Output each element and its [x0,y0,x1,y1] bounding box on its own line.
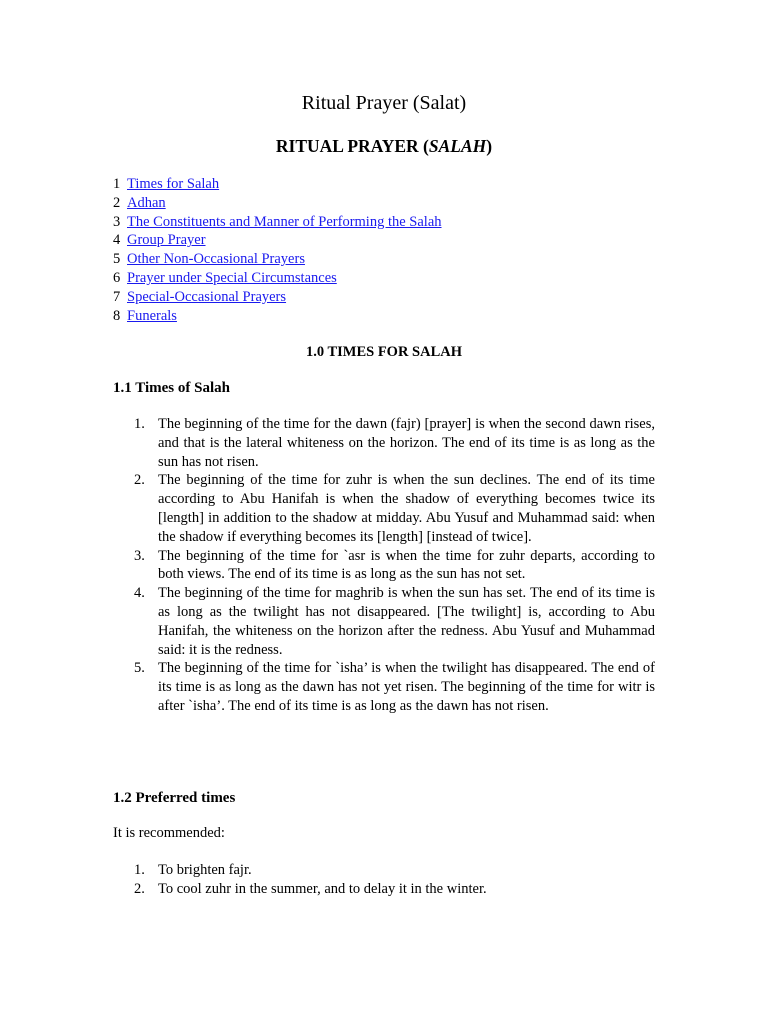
toc-number: 4 [113,232,121,249]
list-item [113,880,655,899]
toc-item [113,288,442,307]
list-item [113,471,655,546]
main-heading-text: RITUAL PRAYER ( [275,136,429,156]
list-text: To cool zuhr in the summer, and to delay it in the winter. [158,880,487,897]
intro-text: It is recommended: [113,825,225,841]
list-text: To brighten fajr. [158,862,252,878]
toc-number: 7 [113,288,121,305]
toc-number: 5 [113,251,121,268]
toc-item [113,231,442,250]
preferred-list [113,861,655,899]
subsection-heading-times: 1.1 Times of Salah [113,380,230,396]
subsection-heading-preferred: 1.2 Preferred times [113,790,236,806]
list-text: The beginning of the time for zuhr is when the sun declines. The end of its time according to Abu Hanifah is when the shadow of everything becomes twice its [length] in addition to the shadow at midday. Abu Yusuf and Muhammad said: when the shadow if everything becomes its [length] [instead of twice]. [158,472,655,545]
list-item [113,659,655,715]
list-number: 2. [134,880,145,897]
toc-number: 2 [113,194,121,211]
main-heading-close: ) [486,136,493,156]
list-item [113,861,655,880]
toc-link-group-prayer[interactable]: Group Prayer [127,232,206,249]
toc-link-times-for-salah[interactable]: Times for Salah [127,176,220,192]
toc-number: 8 [113,307,121,324]
list-item [113,415,655,471]
toc-item [113,269,442,288]
main-heading-italic: SALAH [428,136,487,156]
main-heading [113,135,655,157]
list-number: 1. [134,416,145,432]
list-text: The beginning of the time for the dawn (fajr) [prayer] is when the second dawn rises, and that is the lateral whiteness on the horizon. The end of its time is as long as the sun has not risen. [158,416,655,470]
list-number: 2. [134,472,145,489]
toc-link-special-occasional[interactable]: Special-Occasional Prayers [127,288,287,305]
list-text: The beginning of the time for `asr is when the time for zuhr departs, according to both views. The end of its time is as long as the sun has not set. [158,547,655,583]
times-list [113,415,655,716]
list-number: 1. [134,862,145,878]
table-of-contents [113,175,442,325]
toc-link-special-circumstances[interactable]: Prayer under Special Circumstances [127,269,337,286]
toc-link-funerals[interactable]: Funerals [127,307,177,324]
toc-item [113,307,442,326]
toc-item [113,250,442,269]
list-text: The beginning of the time for maghrib is when the sun has set. The end of its time is as long as the twilight has not disappeared. [The twilight] is, according to Abu Hanifah, the whiteness on the horizon after the redness. Abu Yusuf and Muhammad said: it is the redness. [158,585,655,658]
toc-number: 6 [113,269,121,286]
toc-number: 1 [113,176,121,192]
toc-item [113,213,442,232]
toc-link-non-occasional[interactable]: Other Non-Occasional Prayers [127,251,305,268]
document-title: Ritual Prayer (Salat) [301,92,467,114]
toc-item [113,175,442,194]
list-text: The beginning of the time for `isha’ is when the twilight has disappeared. The end of its time is as long as the dawn has not yet risen. The beginning of the time for witr is after `isha’. The end of its time is as long as the dawn has not risen. [158,660,655,714]
list-number: 3. [134,547,145,564]
toc-number: 3 [113,213,121,230]
list-number: 5. [134,660,145,677]
list-item [113,547,655,585]
section-heading: 1.0 TIMES FOR SALAH [305,344,463,360]
toc-link-constituents[interactable]: The Constituents and Manner of Performing the Salah [127,213,442,230]
toc-item [113,194,442,213]
toc-link-adhan[interactable]: Adhan [127,194,166,211]
list-number: 4. [134,585,145,602]
list-item [113,584,655,659]
